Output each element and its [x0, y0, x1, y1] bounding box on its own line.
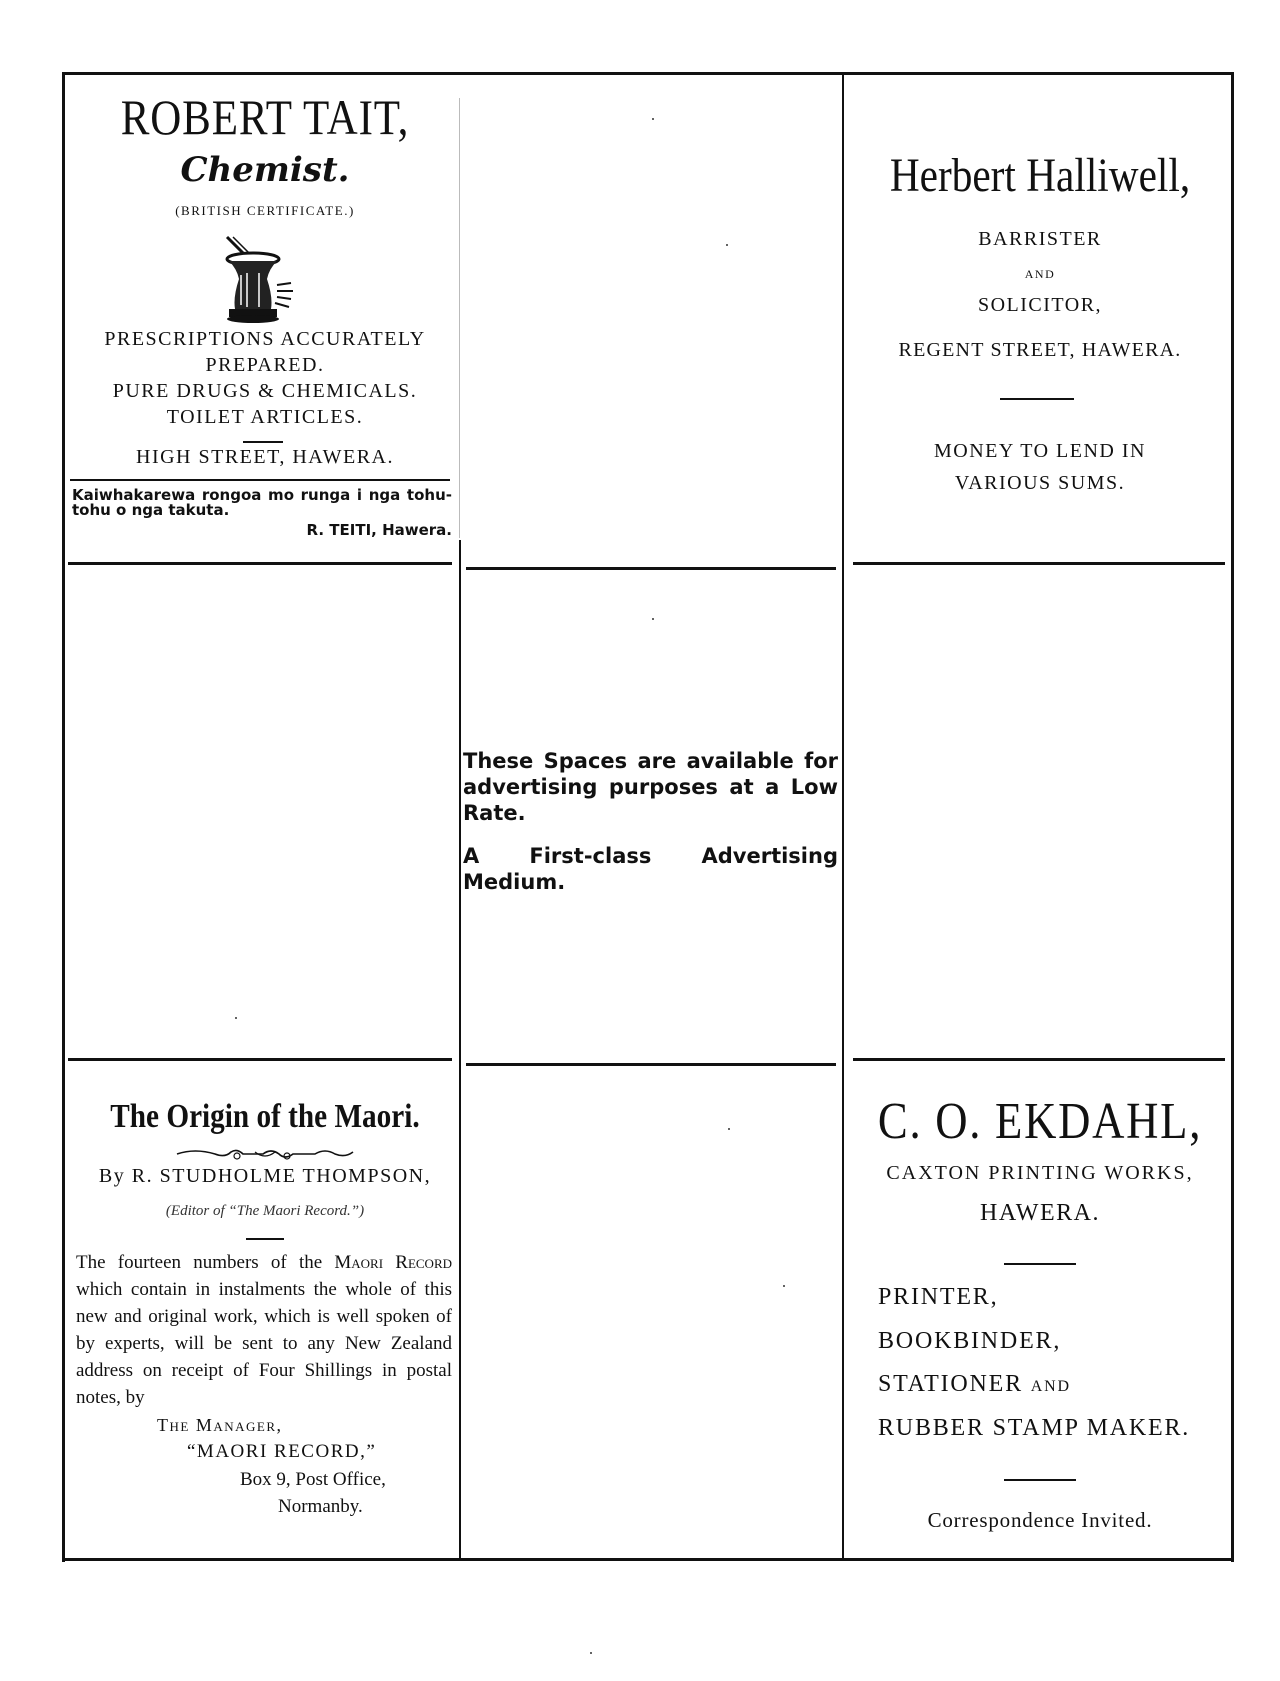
halliwell-money [845, 435, 1235, 499]
origin-manager: The Manager, [157, 1415, 283, 1435]
tait-service-line: PURE DRUGS & CHEMICALS. [112, 380, 418, 402]
halliwell-solicitor: SOLICITOR, [977, 294, 1103, 316]
origin-body-record: Maori Record [334, 1252, 453, 1273]
advertising-availability-notice: These Spaces are available for advertising purposes at a Low Rate. [463, 749, 838, 825]
ekdahl-short-rule-top [1004, 1263, 1076, 1265]
halliwell-address: REGENT STREET, HAWERA. [898, 339, 1182, 361]
origin-author: By R. STUDHOLME THOMPSON, [98, 1165, 432, 1187]
origin-editor-note: (Editor of “The Maori Record.”) [165, 1203, 365, 1219]
paper-speck [235, 1017, 237, 1019]
paper-speck [728, 1128, 730, 1130]
tait-services [70, 326, 460, 430]
halliwell-money-line1: MONEY TO LEND IN [934, 440, 1146, 462]
origin-record: “MAORI RECORD,” [187, 1441, 377, 1462]
tait-service-line: TOILET ARTICLES. [166, 406, 364, 428]
ekdahl-stationer-label: STATIONER [878, 1371, 1023, 1397]
advertising-medium-notice: A First-class Advertising Medium. [463, 844, 838, 894]
tait-service-line: PRESCRIPTIONS ACCURATELY [104, 328, 426, 350]
tait-address: HIGH STREET, HAWERA. [136, 446, 394, 468]
row1-rule-right [853, 562, 1225, 565]
origin-body-after: which contain in instalments the whole of this new and original work, which is well spoken of by experts, will be sent to any New Zealand address on receipt of Four Shillings in postal notes, by [76, 1279, 452, 1408]
ekdahl-service-printer: PRINTER, [878, 1284, 999, 1310]
frame-top-rule [62, 72, 1234, 75]
tait-maori-signature: R. TEITI, Hawera. [306, 521, 452, 539]
origin-short-rule [246, 1238, 284, 1240]
halliwell-short-rule [1000, 398, 1074, 400]
ekdahl-works: CAXTON PRINTING WORKS, [886, 1162, 1194, 1184]
ornament-flourish-icon [175, 1146, 355, 1162]
tait-certificate: (BRITISH CERTIFICATE.) [175, 203, 355, 218]
column-divider-right [842, 75, 844, 1560]
tait-maori-text: Kaiwhakarewa rongoa mo runga i nga tohu-tohu o nga takuta. [72, 486, 452, 519]
tait-service-line: PREPARED. [205, 354, 325, 376]
column-divider-left [459, 540, 461, 1560]
paper-speck [652, 618, 654, 620]
ekdahl-service-rubber-stamp: RUBBER STAMP MAKER. [878, 1415, 1191, 1441]
origin-body-text [76, 1249, 452, 1411]
row2-rule-left [68, 1058, 452, 1061]
tait-title: Chemist. [180, 150, 350, 190]
ekdahl-and: AND [1030, 1378, 1071, 1395]
halliwell-barrister: BARRISTER [978, 228, 1102, 250]
origin-town: Normanby. [278, 1496, 363, 1517]
paper-speck [590, 1652, 592, 1654]
ekdahl-name: C. O. EKDAHL, [877, 1093, 1203, 1150]
frame-bottom-rule [62, 1558, 1234, 1561]
tait-name: ROBERT TAIT, [120, 89, 410, 145]
halliwell-and: AND [1024, 267, 1056, 281]
ekdahl-service-stationer [878, 1371, 1071, 1398]
ekdahl-service-bookbinder: BOOKBINDER, [878, 1328, 1062, 1354]
ekdahl-short-rule-bottom [1004, 1479, 1076, 1481]
row1-rule-left [68, 562, 452, 565]
halliwell-money-line2: VARIOUS SUMS. [954, 472, 1126, 494]
tait-address-rule [70, 479, 450, 481]
tait-short-rule [243, 441, 283, 443]
mortar-pestle-icon [215, 235, 295, 325]
row1-rule-middle [466, 567, 836, 570]
paper-speck [783, 1285, 785, 1287]
origin-box: Box 9, Post Office, [240, 1469, 386, 1490]
row2-rule-middle [466, 1063, 836, 1066]
ekdahl-correspondence: Correspondence Invited. [927, 1508, 1153, 1532]
halliwell-name: Herbert Halliwell, [889, 149, 1191, 202]
origin-title: The Origin of the Maori. [110, 1098, 420, 1135]
paper-speck [726, 244, 728, 246]
frame-left-rule [62, 72, 65, 1562]
origin-body-before: The fourteen numbers of the [76, 1252, 335, 1273]
ekdahl-town: HAWERA. [980, 1200, 1100, 1226]
paper-speck [652, 118, 654, 120]
row2-rule-right [853, 1058, 1225, 1061]
